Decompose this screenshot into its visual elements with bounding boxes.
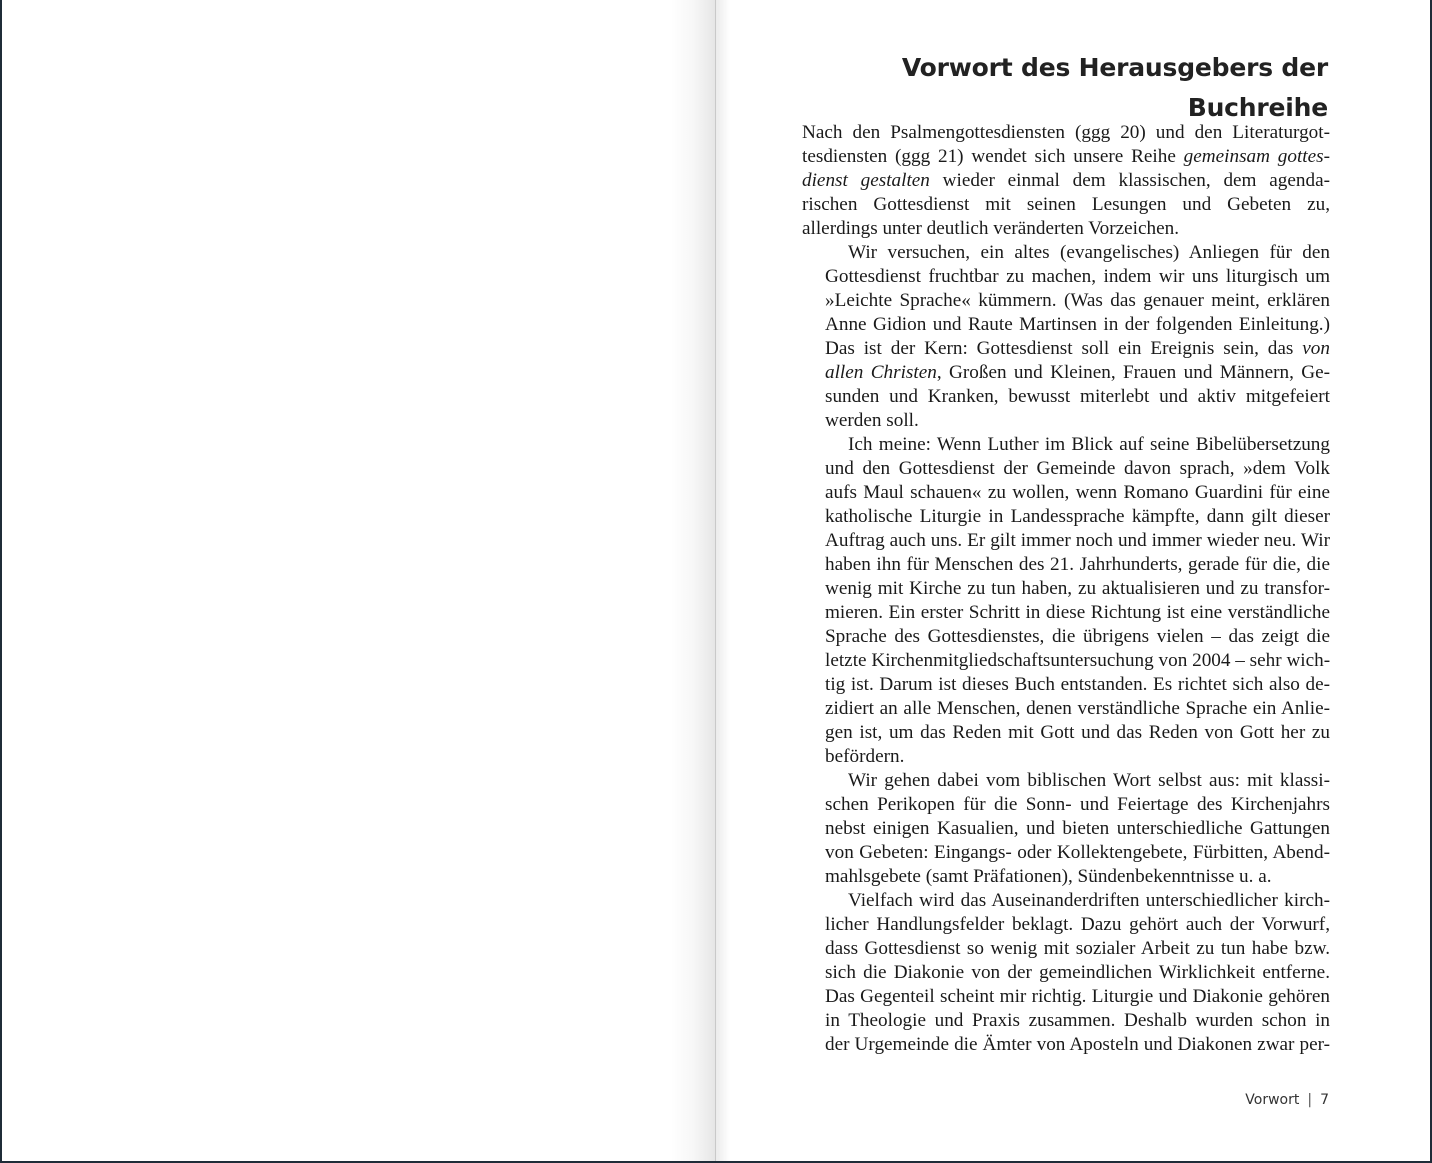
footer-separator: | [1307,1092,1313,1108]
text-line: sunden und Kranken, bewusst miterlebt und aktiv mitgefeiert [825,386,1330,407]
text-line: haben ihn für Menschen des 21. Jahrhunderts, gerade für die, die [825,554,1330,575]
text-line: dienst gestalten wieder einmal dem klassischen, dem agenda- [802,170,1330,191]
text-line: »Leichte Sprache« kümmern. (Was das genauer meint, erklären [825,290,1330,311]
text-line: Ich meine: Wenn Luther im Blick auf seine Bibelübersetzung [848,434,1330,455]
text-line: allerdings unter deutlich veränderten Vorzeichen. [802,218,1180,239]
text-line: nebst einigen Kasualien, und bieten unterschiedliche Gattungen [825,818,1330,839]
text-line: Anne Gidion und Raute Martinsen in der folgenden Einleitung.) [825,314,1330,335]
paragraph [802,121,1330,241]
text-line: von Gebeten: Eingangs- oder Kollektengebete, Fürbitten, Abend- [825,842,1330,863]
text-line: Gottesdienst fruchtbar zu machen, indem wir uns liturgisch um [825,266,1330,287]
text-line: der Urgemeinde die Ämter von Aposteln und Diakonen zwar per- [825,1034,1330,1055]
text-line: tig ist. Darum ist dieses Buch entstanden. Es richtet sich also de- [825,674,1330,695]
text-line: letzte Kirchenmitgliedschaftsuntersuchung von 2004 – sehr wich- [825,650,1331,671]
page-number: 7 [1320,1092,1329,1108]
paragraph [802,433,1330,769]
text-line: gen ist, um das Reden mit Gott und das Reden von Gott her zu [825,722,1330,743]
text-line: mahlsgebete (samt Präfationen), Sündenbekenntnisse u. a. [825,866,1272,887]
text-line: allen Christen, Großen und Kleinen, Frauen und Männern, Ge- [825,362,1330,383]
text-line: mieren. Ein erster Schritt in diese Richtung ist eine verständliche [825,602,1330,623]
text-line: tesdiensten (ggg 21) wendet sich unsere Reihe gemeinsam gottes- [802,146,1330,167]
text-line: werden soll. [825,410,919,431]
text-line: Nach den Psalmengottesdiensten (ggg 20) und den Literaturgot- [802,122,1330,143]
text-line: dass Gottesdienst so wenig mit sozialer Arbeit zu tun habe bzw. [825,938,1330,959]
text-line: sich die Diakonie von der gemeindlichen Wirklichkeit entferne. [825,962,1330,983]
text-line: Wir versuchen, ein altes (evangelisches) Anliegen für den [848,242,1330,263]
left-page-blank [2,0,716,1161]
text-line: katholische Liturgie in Landessprache kämpfte, dann gilt dieser [825,506,1330,527]
text-line: schen Perikopen für die Sonn- und Feiertage des Kirchenjahrs [825,794,1330,815]
text-line: Das ist der Kern: Gottesdienst soll ein Ereignis sein, das von [825,338,1330,359]
text-line: aufs Maul schauen« zu wollen, wenn Romano Guardini für eine [825,482,1330,503]
text-line: Das Gegenteil scheint mir richtig. Liturgie und Diakonie gehören [825,986,1330,1007]
body-text [802,121,1330,1057]
text-line: befördern. [825,746,905,767]
text-line: Vielfach wird das Auseinanderdriften unterschiedlicher kirch- [848,890,1330,911]
text-line: Sprache des Gottesdienstes, die übrigens vielen – das zeigt die [825,626,1330,647]
text-line: licher Handlungsfelder beklagt. Dazu gehört auch der Vorwurf, [825,914,1330,935]
text-line: in Theologie und Praxis zusammen. Deshalb wurden schon in [825,1010,1330,1031]
chapter-title: Vorwort des Herausgebers der Buchreihe [901,53,1328,122]
footer-section: Vorwort [1245,1092,1300,1108]
page-footer [1130,1088,1329,1112]
text-line: wenig mit Kirche zu tun haben, zu aktualisieren und zu transfor- [825,578,1330,599]
text-line: und den Gottesdienst der Gemeinde davon sprach, »dem Volk [825,458,1330,479]
text-line: Auftrag auch uns. Er gilt immer noch und immer wieder neu. Wir [825,530,1330,551]
paragraph [802,889,1330,1057]
gutter-shadow-right [716,0,730,1161]
paragraph [802,241,1330,433]
gutter-shadow [670,0,716,1161]
text-line: zidiert an alle Menschen, denen verständliche Sprache ein Anlie- [825,698,1330,719]
text-line: rischen Gottesdienst mit seinen Lesungen und Gebeten zu, [802,194,1330,215]
paragraph [802,769,1330,889]
text-line: Wir gehen dabei vom biblischen Wort selbst aus: mit klassi- [848,770,1330,791]
